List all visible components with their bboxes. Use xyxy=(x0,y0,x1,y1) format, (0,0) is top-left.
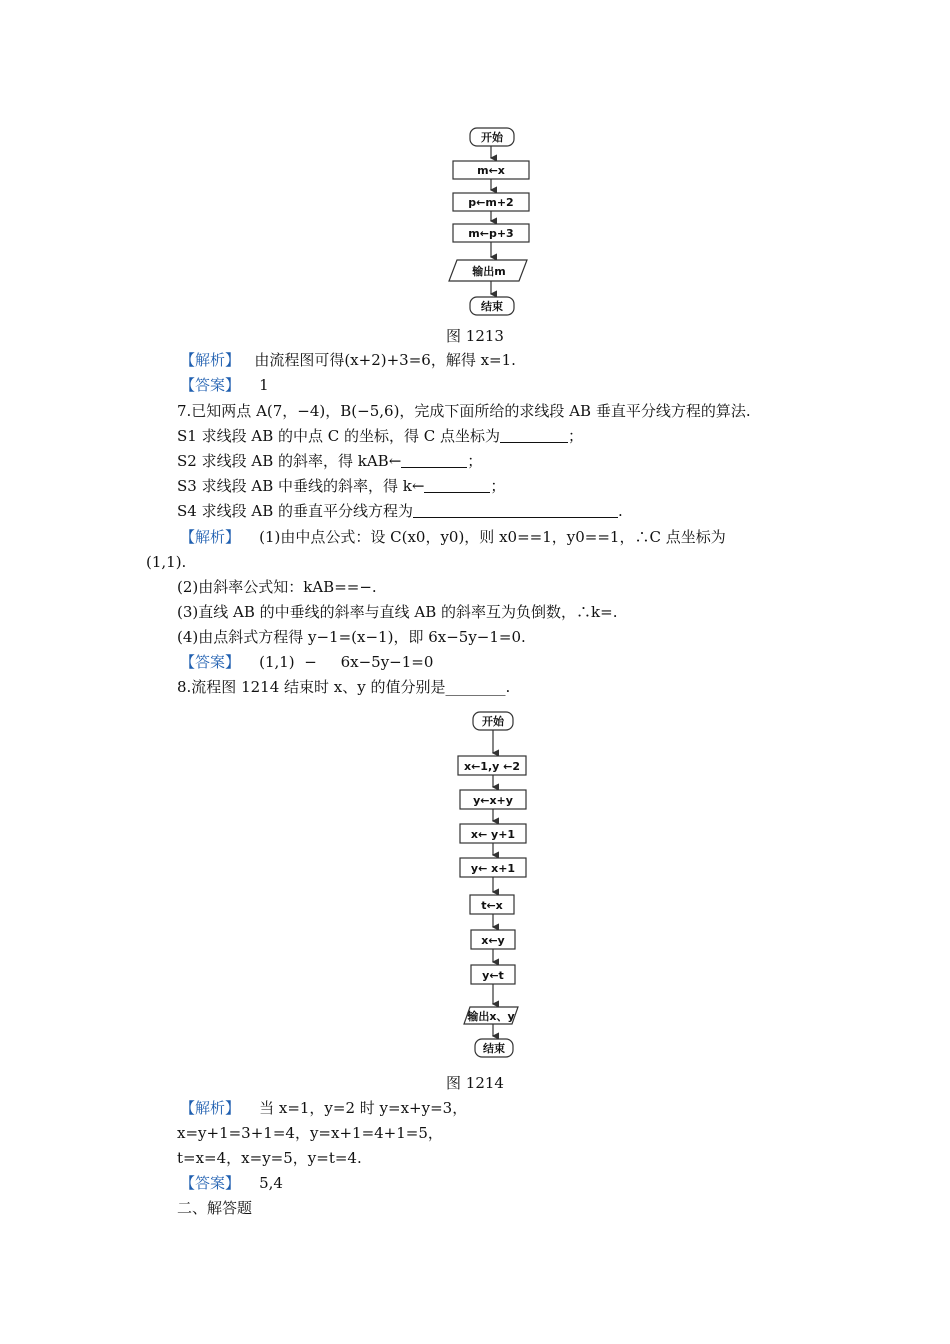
q8-answer: 5,4 xyxy=(259,1174,283,1192)
flow2-end: 结束 xyxy=(483,1042,505,1055)
q6-answer-line xyxy=(180,375,269,395)
q7-s4-line: S4 求线段 AB 的垂直平分线方程为 . xyxy=(177,502,623,520)
analysis-tag: 【解析】 xyxy=(180,528,241,546)
flow2-step5: t←x xyxy=(481,899,503,912)
q7-stem: 7.已知两点 A(7，−4)，B(−5,6)，完成下面所给的求线段 AB 垂直平分线方程的算法. xyxy=(177,402,751,420)
flow2-step1: x←1,y ←2 xyxy=(463,760,521,773)
q7-answer-line xyxy=(180,652,433,672)
flow2-step7: y←t xyxy=(482,969,504,982)
answer-blank xyxy=(401,453,467,468)
q8-stem: 8.流程图 1214 结束时 x、y 的值分别是________. xyxy=(177,678,511,696)
q7-s3-line: S3 求线段 AB 中垂线的斜率，得 k← ； xyxy=(177,477,506,495)
flow1-step1: m←x xyxy=(477,164,505,177)
answer-blank xyxy=(413,503,618,518)
answer-blank xyxy=(500,428,568,443)
q7-analysis-2: (2)由斜率公式知：kAB==−. xyxy=(177,578,377,596)
flow1-output: 输出m xyxy=(472,265,506,278)
flow2-step6: x←y xyxy=(481,934,505,947)
answer-tag: 【答案】 xyxy=(180,653,241,671)
q7-s1: S1 求线段 AB 的中点 C 的坐标，得 C 点坐标为 xyxy=(177,427,501,445)
q7-s2-line: S2 求线段 AB 的斜率，得 kAB← ； xyxy=(177,452,483,470)
q7-analysis-4: (4)由点斜式方程得 y−1=(x−1)，即 6x−5y−1=0. xyxy=(177,628,526,646)
q7-s3: S3 求线段 AB 中垂线的斜率，得 k← xyxy=(177,477,425,495)
q6-answer: 1 xyxy=(259,376,269,394)
q7-s2: S2 求线段 AB 的斜率，得 kAB← xyxy=(177,452,402,470)
flow1-step3: m←p+3 xyxy=(468,227,514,240)
answer-blank xyxy=(424,478,490,493)
q7-analysis-line xyxy=(180,527,726,547)
q7-answer: (1,1) − 6x−5y−1=0 xyxy=(259,653,434,671)
q8-analysis-2: x=y+1=3+1=4，y=x+1=4+1=5， xyxy=(177,1124,443,1142)
q7-s1-line: S1 求线段 AB 的中点 C 的坐标，得 C 点坐标为 ； xyxy=(177,427,584,445)
flow2-step3: x← y+1 xyxy=(470,828,516,841)
flowchart-1213 xyxy=(0,0,950,330)
q7-analysis-3: (3)直线 AB 的中垂线的斜率与直线 AB 的斜率互为负倒数，∴k=. xyxy=(177,603,618,621)
q6-analysis-line xyxy=(180,350,516,370)
answer-tag: 【答案】 xyxy=(180,376,241,394)
flow2-start: 开始 xyxy=(482,715,504,728)
flow2-output: 输出x、y xyxy=(467,1010,515,1023)
q8-analysis-3: t=x=4，x=y=5，y=t=4. xyxy=(177,1149,362,1167)
flow1-step2: p←m+2 xyxy=(468,196,514,209)
figure-caption-1213: 图 1213 xyxy=(446,327,504,345)
analysis-tag: 【解析】 xyxy=(180,1099,241,1117)
answer-tag: 【答案】 xyxy=(180,1174,241,1192)
flow1-start: 开始 xyxy=(481,131,503,144)
q7-s4: S4 求线段 AB 的垂直平分线方程为 xyxy=(177,502,413,520)
flow2-step4: y← x+1 xyxy=(470,862,516,875)
section-heading: 二、解答题 xyxy=(177,1199,253,1217)
flow2-step2: y←x+y xyxy=(473,794,513,807)
q7-analysis-1b: (1,1). xyxy=(146,553,187,571)
q8-analysis-1: 当 x=1，y=2 时 y=x+y=3， xyxy=(259,1099,468,1117)
q7-analysis-1: (1)由中点公式：设 C(x0，y0)，则 x0==1，y0==1，∴C 点坐标为 xyxy=(259,528,726,546)
figure-caption-1214: 图 1214 xyxy=(446,1074,504,1092)
flow1-end: 结束 xyxy=(481,300,503,313)
flowchart-1214 xyxy=(0,705,950,1065)
q8-analysis-line xyxy=(180,1098,467,1118)
q6-analysis: 由流程图可得(x+2)+3=6，解得 x=1. xyxy=(254,351,516,369)
analysis-tag: 【解析】 xyxy=(180,351,241,369)
q8-answer-line xyxy=(180,1173,283,1193)
